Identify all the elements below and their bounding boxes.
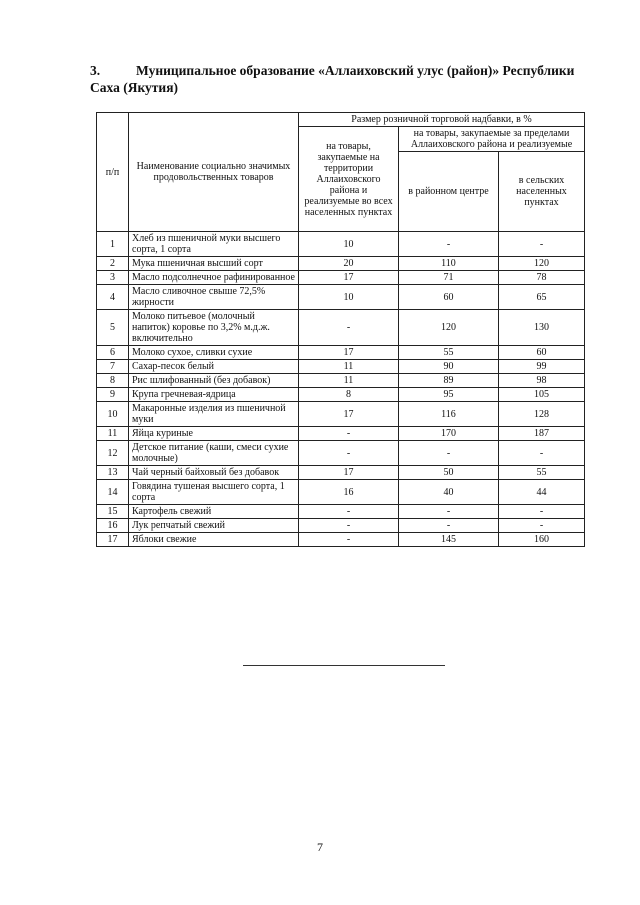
product-name: Макаронные изделия из пшеничной муки (129, 402, 299, 427)
table-row (97, 402, 585, 427)
markup-rural: 120 (499, 257, 585, 271)
product-name: Яйца куриные (129, 427, 299, 441)
header-name: Наименование социально значимых продовольственных товаров (129, 113, 299, 232)
header-inside-district: на товары, закупаемые на территории Аллаиховского района и реализуемые во всех населенных пунктах (299, 127, 399, 232)
table-row (97, 360, 585, 374)
markup-center: 89 (399, 374, 499, 388)
table-row (97, 257, 585, 271)
product-name: Крупа гречневая-ядрица (129, 388, 299, 402)
markup-center: 110 (399, 257, 499, 271)
markup-inside: 17 (299, 466, 399, 480)
table-row (97, 271, 585, 285)
markup-rural: - (499, 519, 585, 533)
markup-rural: - (499, 441, 585, 466)
markup-center: - (399, 232, 499, 257)
product-name: Рис шлифованный (без добавок) (129, 374, 299, 388)
row-number: 7 (97, 360, 129, 374)
row-number: 8 (97, 374, 129, 388)
row-number: 14 (97, 480, 129, 505)
markup-rural: 98 (499, 374, 585, 388)
markup-rural: 44 (499, 480, 585, 505)
row-number: 1 (97, 232, 129, 257)
section-number: 3. (90, 63, 101, 78)
row-number: 9 (97, 388, 129, 402)
markup-center: 55 (399, 346, 499, 360)
markup-inside: 16 (299, 480, 399, 505)
markup-rural: 187 (499, 427, 585, 441)
markup-table (96, 112, 585, 547)
header-rural-settlements: в сельских населенных пунктах (499, 152, 585, 232)
markup-center: 170 (399, 427, 499, 441)
table-row (97, 466, 585, 480)
markup-rural: 78 (499, 271, 585, 285)
product-name: Яблоки свежие (129, 533, 299, 547)
product-name: Молоко сухое, сливки сухие (129, 346, 299, 360)
markup-center: 60 (399, 285, 499, 310)
markup-rural: - (499, 232, 585, 257)
product-name: Масло подсолнечное рафинированное (129, 271, 299, 285)
markup-inside: 17 (299, 271, 399, 285)
markup-inside: - (299, 427, 399, 441)
markup-inside: 10 (299, 232, 399, 257)
header-markup: Размер розничной торговой надбавки, в % (299, 113, 585, 127)
table-row (97, 480, 585, 505)
markup-center: - (399, 505, 499, 519)
markup-center: 50 (399, 466, 499, 480)
product-name: Картофель свежий (129, 505, 299, 519)
table-row (97, 285, 585, 310)
markup-rural: 55 (499, 466, 585, 480)
table-row (97, 346, 585, 360)
product-name: Сахар-песок белый (129, 360, 299, 374)
markup-rural: 105 (499, 388, 585, 402)
markup-rural: 65 (499, 285, 585, 310)
product-name: Детское питание (каши, смеси сухие молочные) (129, 441, 299, 466)
markup-center: - (399, 441, 499, 466)
product-name: Говядина тушеная высшего сорта, 1 сорта (129, 480, 299, 505)
product-name: Лук репчатый свежий (129, 519, 299, 533)
markup-center: 40 (399, 480, 499, 505)
markup-center: 71 (399, 271, 499, 285)
product-name: Молоко питьевое (молочный напиток) коровье по 3,2% м.д.ж. включительно (129, 310, 299, 346)
row-number: 16 (97, 519, 129, 533)
table-row (97, 388, 585, 402)
markup-inside: 8 (299, 388, 399, 402)
markup-center: 120 (399, 310, 499, 346)
table-row (97, 427, 585, 441)
markup-inside: 17 (299, 346, 399, 360)
markup-center: - (399, 519, 499, 533)
table-row (97, 505, 585, 519)
table-row (97, 310, 585, 346)
markup-rural: 128 (499, 402, 585, 427)
row-number: 13 (97, 466, 129, 480)
product-name: Масло сливочное свыше 72,5% жирности (129, 285, 299, 310)
header-num: п/п (97, 113, 129, 232)
markup-inside: 17 (299, 402, 399, 427)
separator-line (243, 665, 445, 666)
markup-rural: 99 (499, 360, 585, 374)
markup-inside: 20 (299, 257, 399, 271)
table-row (97, 374, 585, 388)
product-name: Чай черный байховый без добавок (129, 466, 299, 480)
page-number: 7 (317, 840, 323, 854)
markup-inside: - (299, 441, 399, 466)
markup-inside: - (299, 310, 399, 346)
table-body (97, 232, 585, 547)
markup-center: 145 (399, 533, 499, 547)
markup-center: 116 (399, 402, 499, 427)
product-name: Мука пшеничная высший сорт (129, 257, 299, 271)
markup-center: 95 (399, 388, 499, 402)
markup-rural: 60 (499, 346, 585, 360)
markup-inside: 11 (299, 360, 399, 374)
header-outside-district: на товары, закупаемые за пределами Аллаиховского района и реализуемые (399, 127, 585, 152)
markup-inside: 10 (299, 285, 399, 310)
row-number: 5 (97, 310, 129, 346)
markup-rural: - (499, 505, 585, 519)
section-heading (90, 62, 595, 96)
markup-inside: - (299, 533, 399, 547)
markup-inside: - (299, 519, 399, 533)
markup-inside: - (299, 505, 399, 519)
table-row (97, 533, 585, 547)
row-number: 10 (97, 402, 129, 427)
row-number: 6 (97, 346, 129, 360)
table-row (97, 441, 585, 466)
row-number: 3 (97, 271, 129, 285)
row-number: 12 (97, 441, 129, 466)
markup-center: 90 (399, 360, 499, 374)
markup-inside: 11 (299, 374, 399, 388)
table-row (97, 519, 585, 533)
row-number: 4 (97, 285, 129, 310)
row-number: 15 (97, 505, 129, 519)
section-title: Муниципальное образование «Аллаиховский улус (район)» Республики Саха (Якутия) (90, 63, 575, 95)
product-name: Хлеб из пшеничной муки высшего сорта, 1 сорта (129, 232, 299, 257)
row-number: 2 (97, 257, 129, 271)
table-row (97, 232, 585, 257)
header-district-center: в районном центре (399, 152, 499, 232)
row-number: 11 (97, 427, 129, 441)
markup-rural: 130 (499, 310, 585, 346)
markup-rural: 160 (499, 533, 585, 547)
row-number: 17 (97, 533, 129, 547)
